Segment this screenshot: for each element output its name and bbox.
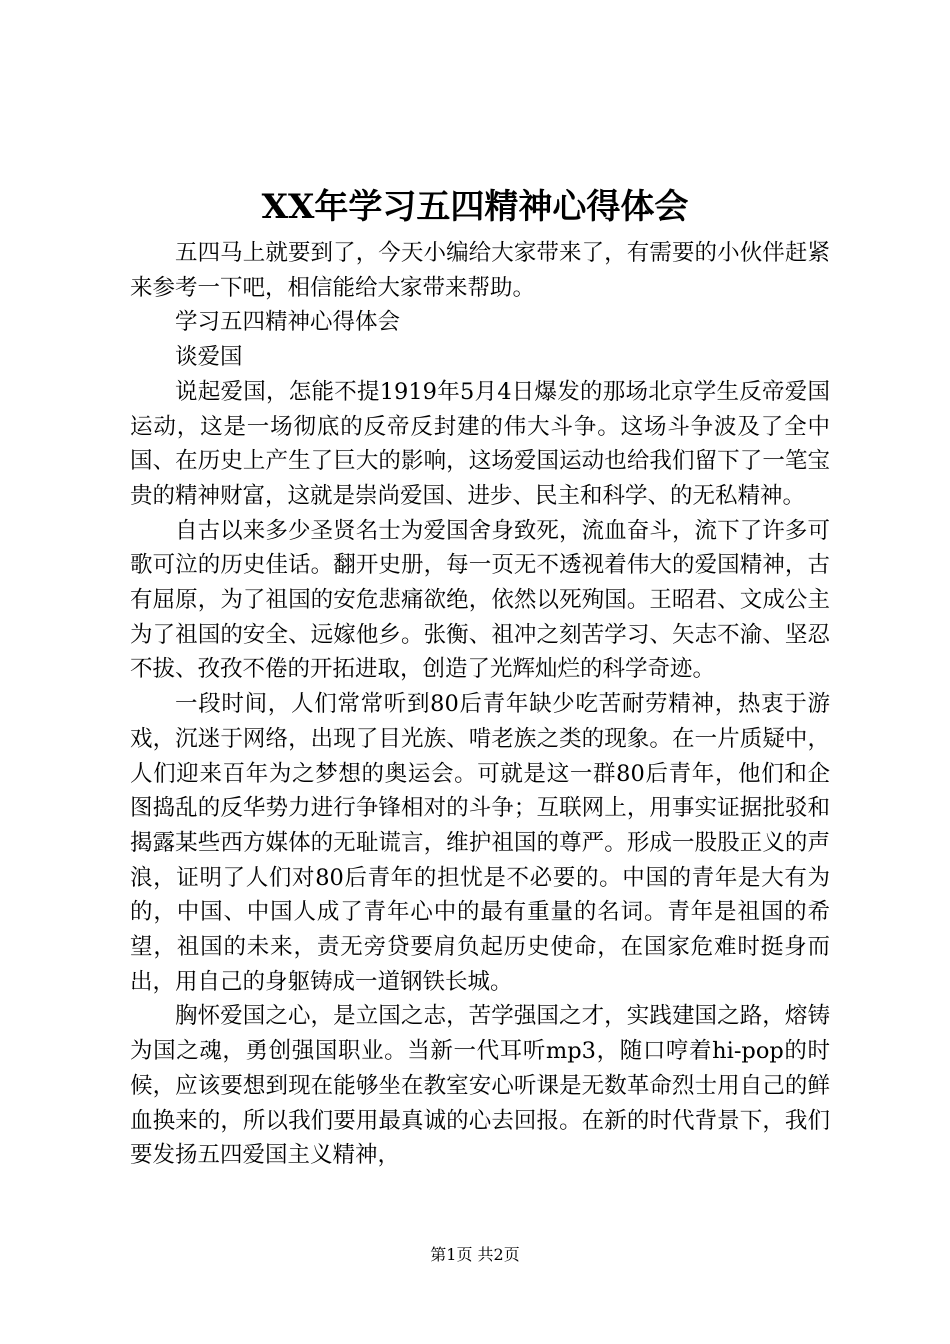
body-paragraph: 说起爱国，怎能不提1919年5月4日爆发的那场北京学生反帝爱国运动，这是一场彻底的反帝反封建的伟大斗争。这场斗争波及了全中国、在历史上产生了巨大的影响，这场爱国运动也给我们留下了一笔宝贵的精神财富，这就是崇尚爱国、进步、民主和科学、的无私精神。 xyxy=(130,378,830,509)
body-paragraph: 一段时间，人们常常听到80后青年缺少吃苦耐劳精神，热衷于游戏，沉迷于网络，出现了目光族、啃老族之类的现象。在一片质疑中，人们迎来百年为之梦想的奥运会。可就是这一群80后青年，他们和企图捣乱的反华势力进行争锋相对的斗争；互联网上，用事实证据批驳和揭露某些西方媒体的无耻谎言，维护祖国的尊严。形成一股股正义的声浪，证明了人们对80后青年的担忧是不必要的。中国的青年是大有为的，中国、中国人成了青年心中的最有重量的名词。青年是祖国的希望，祖国的未来，责无旁贷要肩负起历史使命，在国家危难时挺身而出，用自己的身躯铸成一道钢铁长城。 xyxy=(130,691,830,995)
body-paragraph: 胸怀爱国之心，是立国之志，苦学强国之才，实践建国之路，熔铸为国之魂，勇创强国职业。当新一代耳听mp3，随口哼着hi-pop的时候，应该要想到现在能够坐在教室安心听课是无数革命烈士用自己的鲜血换来的，所以我们要用最真诚的心去回报。在新的时代背景下，我们要发扬五四爱国主义精神， xyxy=(130,1003,830,1169)
page-footer: 第1页 共2页 xyxy=(430,1245,520,1264)
section-heading: 学习五四精神心得体会 xyxy=(175,309,401,336)
document-body xyxy=(130,236,830,1173)
body-paragraph: 自古以来多少圣贤名士为爱国舍身致死，流血奋斗，流下了许多可歌可泣的历史佳话。翻开史册，每一页无不透视着伟大的爱国精神，古有屈原，为了祖国的安危悲痛欲绝，依然以死殉国。王昭君、文成公主为了祖国的安全、远嫁他乡。张衡、祖冲之刻苦学习、矢志不渝、坚忍不拔、孜孜不倦的开拓进取，创造了光辉灿烂的科学奇迹。 xyxy=(130,517,830,683)
page-title: XX年学习五四精神心得体会 xyxy=(261,187,689,227)
subsection-heading: 谈爱国 xyxy=(175,344,243,371)
intro-paragraph: 五四马上就要到了，今天小编给大家带来了，有需要的小伙伴赶紧来参考一下吧，相信能给大家带来帮助。 xyxy=(130,240,830,301)
